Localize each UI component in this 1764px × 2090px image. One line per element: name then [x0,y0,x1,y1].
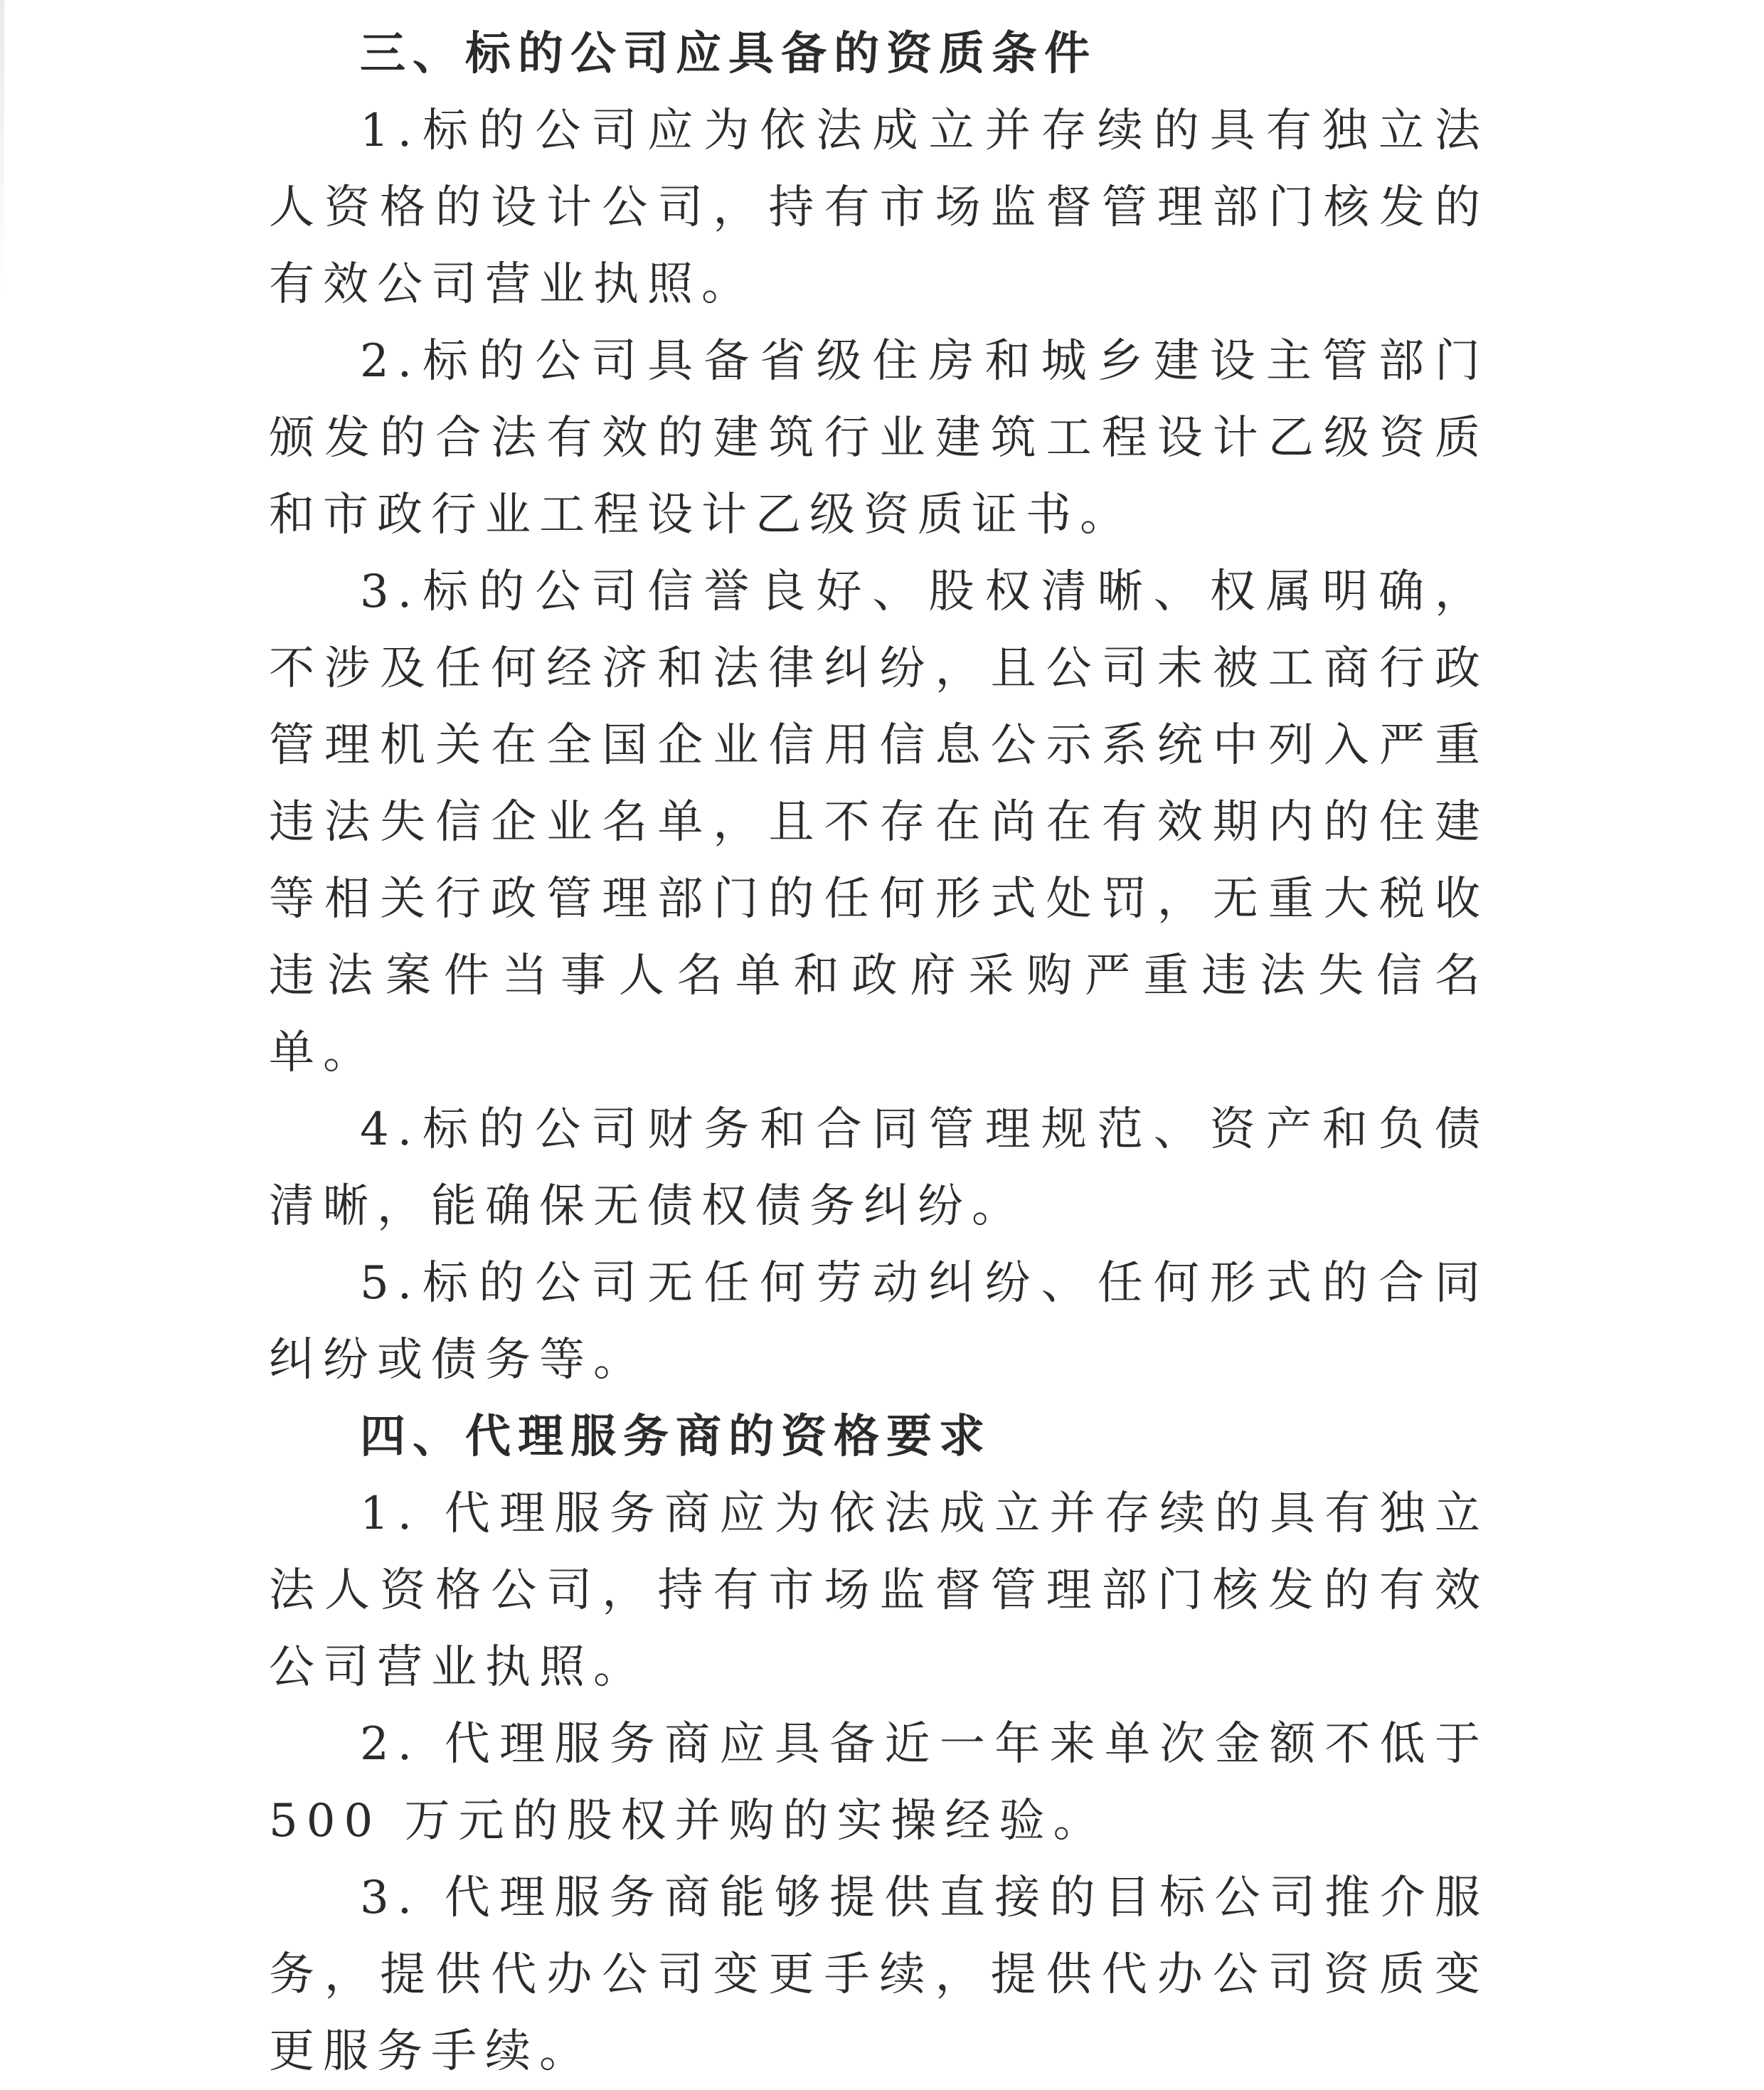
section-3-item-3: 3.标的公司信誉良好、股权清晰、权属明确，不涉及任何经济和法律纠纷，且公司未被工商行政管理机关在全国企业信用信息公示系统中列入严重违法失信企业名单，且不存在尚在有效期内的住建等相关行政管理部门的任何形式处罚，无重大税收违法案件当事人名单和政府采购严重违法失信名单。 [269,566,1489,1079]
section-3-item-4: 4.标的公司财务和合同管理规范、资产和负债清晰，能确保无债权债务纠纷。 [269,1103,1489,1233]
scan-edge-shadow [0,0,4,299]
section-4-heading: 四、代理服务商的资格要求 [360,1410,992,1463]
section-4-item-1: 1. 代理服务商应为依法成立并存续的具有独立法人资格公司，持有市场监督管理部门核发的有效公司营业执照。 [269,1487,1489,1694]
section-3-heading: 三、标的公司应具备的资质条件 [360,27,1097,80]
section-3-item-5: 5.标的公司无任何劳动纠纷、任何形式的合同纠纷或债务等。 [269,1257,1489,1386]
section-3-item-1: 1.标的公司应为依法成立并存续的具有独立法人资格的设计公司，持有市场监督管理部门核发的有效公司营业执照。 [269,105,1489,311]
section-3-item-2: 2.标的公司具备省级住房和城乡建设主管部门颁发的合法有效的建筑行业建筑工程设计乙级资质和市政行业工程设计乙级资质证书。 [269,335,1489,541]
section-4-item-3: 3. 代理服务商能够提供直接的目标公司推介服务，提供代办公司变更手续，提供代办公司资质变更服务手续。 [269,1872,1489,2078]
document-page [269,16,1489,2090]
section-4-item-2: 2. 代理服务商应具备近一年来单次金额不低于 500 万元的股权并购的实操经验。 [269,1718,1489,1847]
